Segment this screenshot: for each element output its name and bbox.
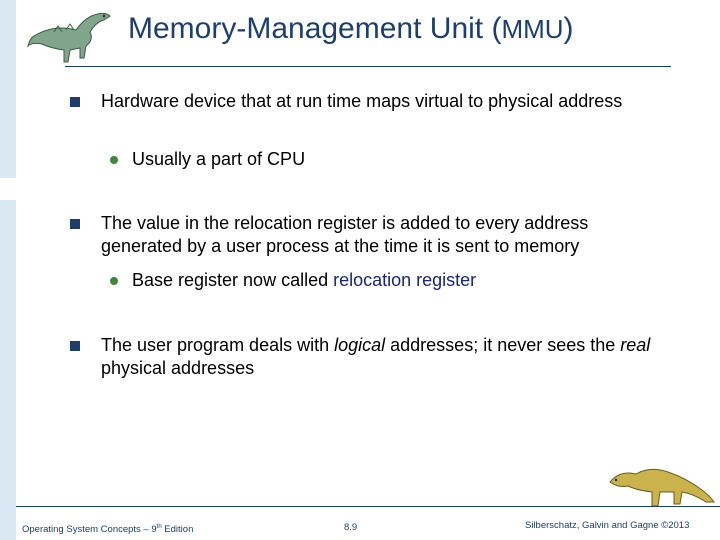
- footer-divider: [16, 506, 720, 507]
- dinosaur-logo-icon: [24, 6, 120, 68]
- footer-book-title: Operating System Concepts – 9th Edition: [22, 524, 194, 536]
- bullet-2: The value in the relocation register is added to every address generated by a user process at the time it is sent to memory: [101, 212, 661, 258]
- bullet-3: The user program deals with logical addresses; it never sees the real physical addresses: [101, 334, 661, 380]
- dinosaur-corner-icon: [606, 462, 716, 512]
- round-bullet-icon: [110, 156, 118, 164]
- square-bullet-icon: [70, 97, 80, 107]
- square-bullet-icon: [70, 341, 80, 351]
- left-accent-bar: [0, 0, 16, 540]
- footer-authors: Silberschatz, Galvin and Gagne ©2013: [525, 520, 690, 531]
- footer-page-number: 8.9: [344, 522, 358, 533]
- highlight-term: relocation register: [333, 270, 477, 290]
- sub-bullet-1: Usually a part of CPU: [132, 148, 632, 171]
- title-divider: [65, 66, 671, 67]
- sub-bullet-2: Base register now called relocation register: [132, 269, 652, 292]
- round-bullet-icon: [110, 277, 118, 285]
- page-title: Memory-Management Unit (MMU): [128, 12, 574, 45]
- bullet-1: Hardware device that at run time maps virtual to physical address: [101, 90, 641, 113]
- square-bullet-icon: [70, 219, 80, 229]
